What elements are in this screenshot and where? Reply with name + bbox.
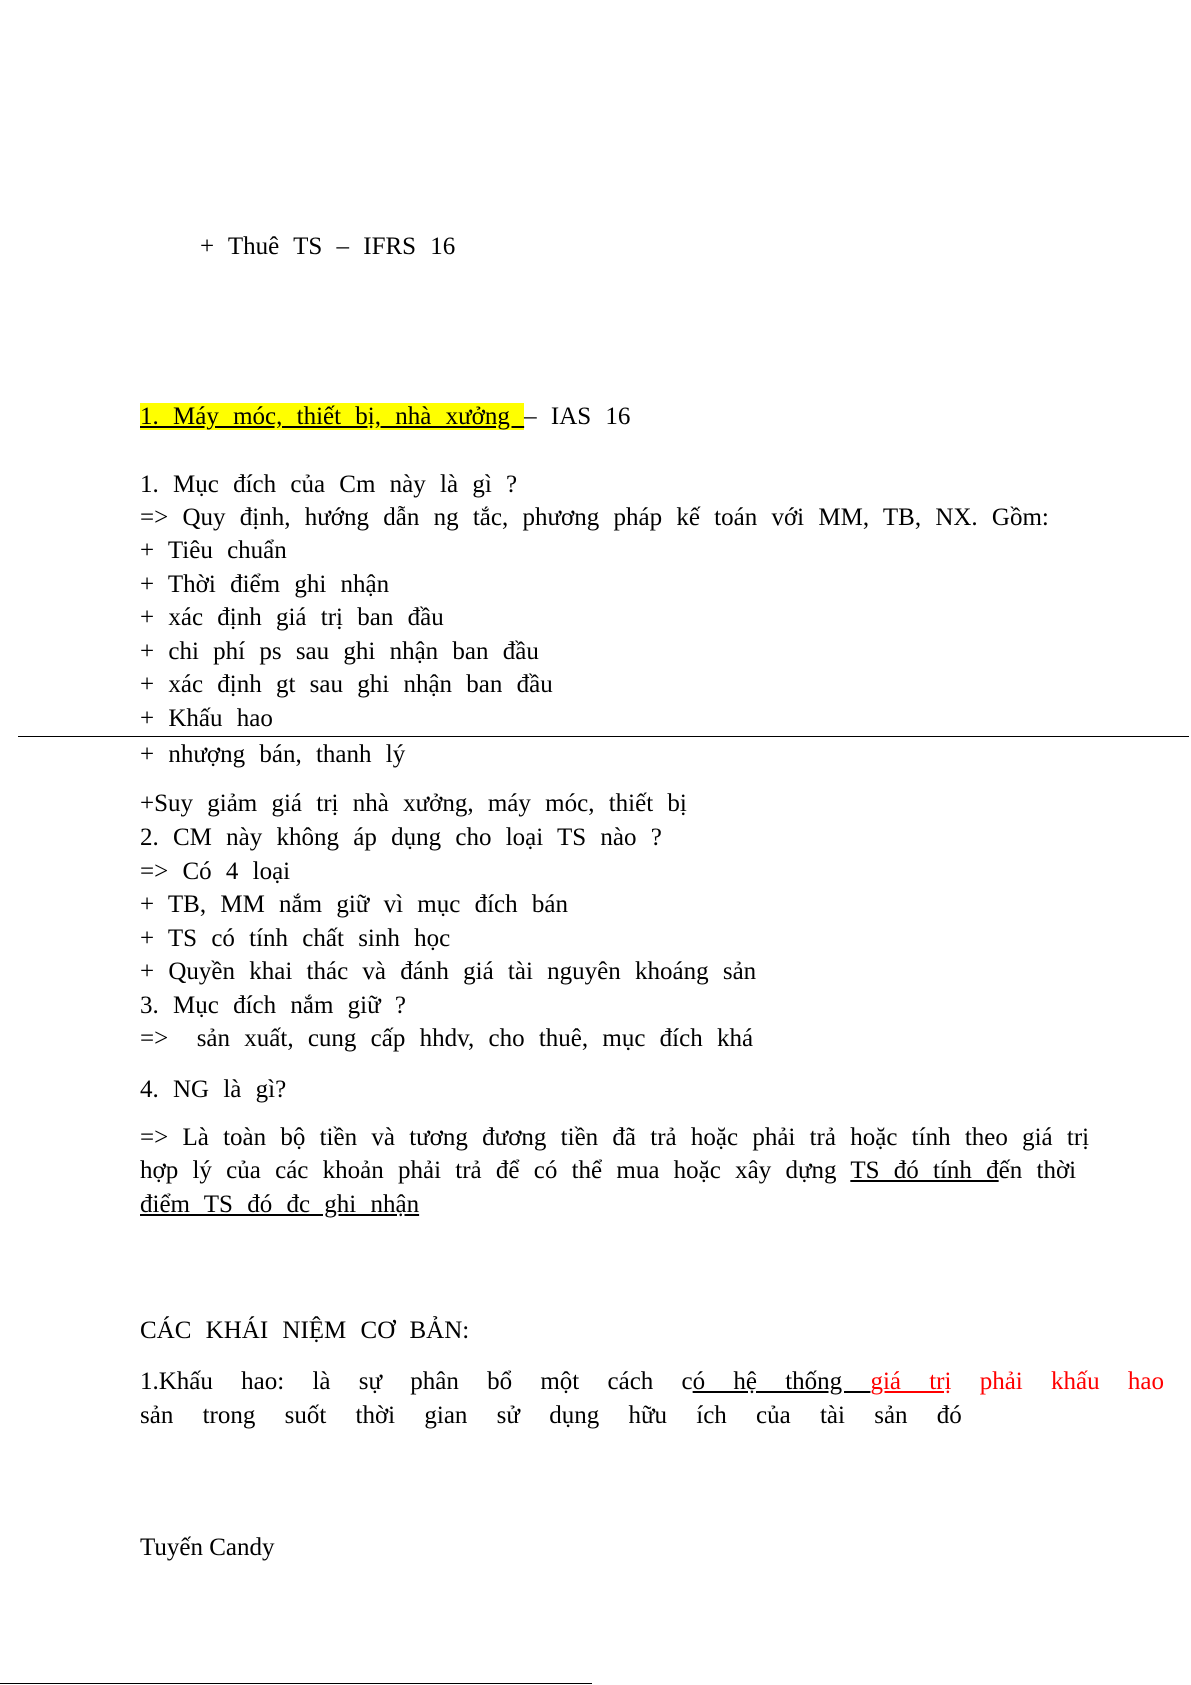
question-4: 4. NG là gì? <box>140 1076 287 1103</box>
list-item: + TB, MM nắm giữ vì mục đích bán <box>140 891 568 918</box>
list-item: + chi phí ps sau ghi nhận ban đầu <box>140 638 539 665</box>
definition-depreciation-continued: sản trong suốt thời gian sử dụng hữu ích của tài sản đó <box>140 1402 962 1429</box>
section-heading-basic-concepts: CÁC KHÁI NIỆM CƠ BẢN: <box>140 1317 470 1344</box>
horizontal-divider <box>18 736 1189 737</box>
list-item: + Thời điểm ghi nhận <box>140 571 390 598</box>
text-fragment: ến thời <box>998 1157 1077 1184</box>
author-signature: Tuyến Candy <box>140 1534 275 1561</box>
definition-depreciation <box>140 1367 1164 1397</box>
underlined-fragment: TS đó tính đ <box>850 1157 999 1184</box>
heading-standard-code: – IAS 16 <box>524 403 631 430</box>
highlighted-heading: 1. Máy móc, thiết bị, nhà xưởng <box>140 403 525 430</box>
text-fragment: hợp lý của các khoản phải trả để có thể mua hoặc xây dựng <box>140 1157 851 1184</box>
question-3: 3. Mục đích nắm giữ ? <box>140 992 407 1019</box>
line-thue-ts: + Thuê TS – IFRS 16 <box>200 233 456 260</box>
list-item: + xác định gt sau ghi nhận ban đầu <box>140 671 553 698</box>
question-1: 1. Mục đích của Cm này là gì ? <box>140 471 518 498</box>
underlined-fragment: ó hệ thống <box>692 1368 871 1395</box>
answer-2: => Có 4 loại <box>140 858 291 885</box>
answer-1: => Quy định, hướng dẫn ng tắc, phương pháp kế toán với MM, TB, NX. Gồm: <box>140 504 1049 531</box>
list-item: + TS có tính chất sinh học <box>140 925 451 952</box>
list-item: + xác định giá trị ban đầu <box>140 604 444 631</box>
answer-3: => sản xuất, cung cấp hhdv, cho thuê, mục đích khá <box>140 1025 754 1052</box>
list-item: + Quyền khai thác và đánh giá tài nguyên khoáng sản <box>140 958 757 985</box>
text-fragment: 1.Khấu hao: là sự phân bổ một cách c <box>140 1368 693 1395</box>
list-item: +Suy giảm giá trị nhà xưởng, máy móc, thiết bị <box>140 790 687 817</box>
red-underlined-fragment: giá trị <box>870 1368 952 1395</box>
answer-4-continued <box>140 1156 1076 1186</box>
list-item: + nhượng bán, thanh lý <box>140 741 406 768</box>
answer-4: => Là toàn bộ tiền và tương đương tiền đã trả hoặc phải trả hoặc tính theo giá trị <box>140 1124 1090 1151</box>
question-2: 2. CM này không áp dụng cho loại TS nào ? <box>140 824 662 851</box>
answer-4-underlined: điểm TS đó đc ghi nhận <box>140 1191 420 1218</box>
section-heading-ias16 <box>140 402 630 432</box>
bottom-divider <box>0 1683 592 1684</box>
red-fragment: phải khấu hao <box>951 1368 1164 1395</box>
list-item: + Tiêu chuẩn <box>140 537 287 564</box>
list-item: + Khấu hao <box>140 705 273 732</box>
